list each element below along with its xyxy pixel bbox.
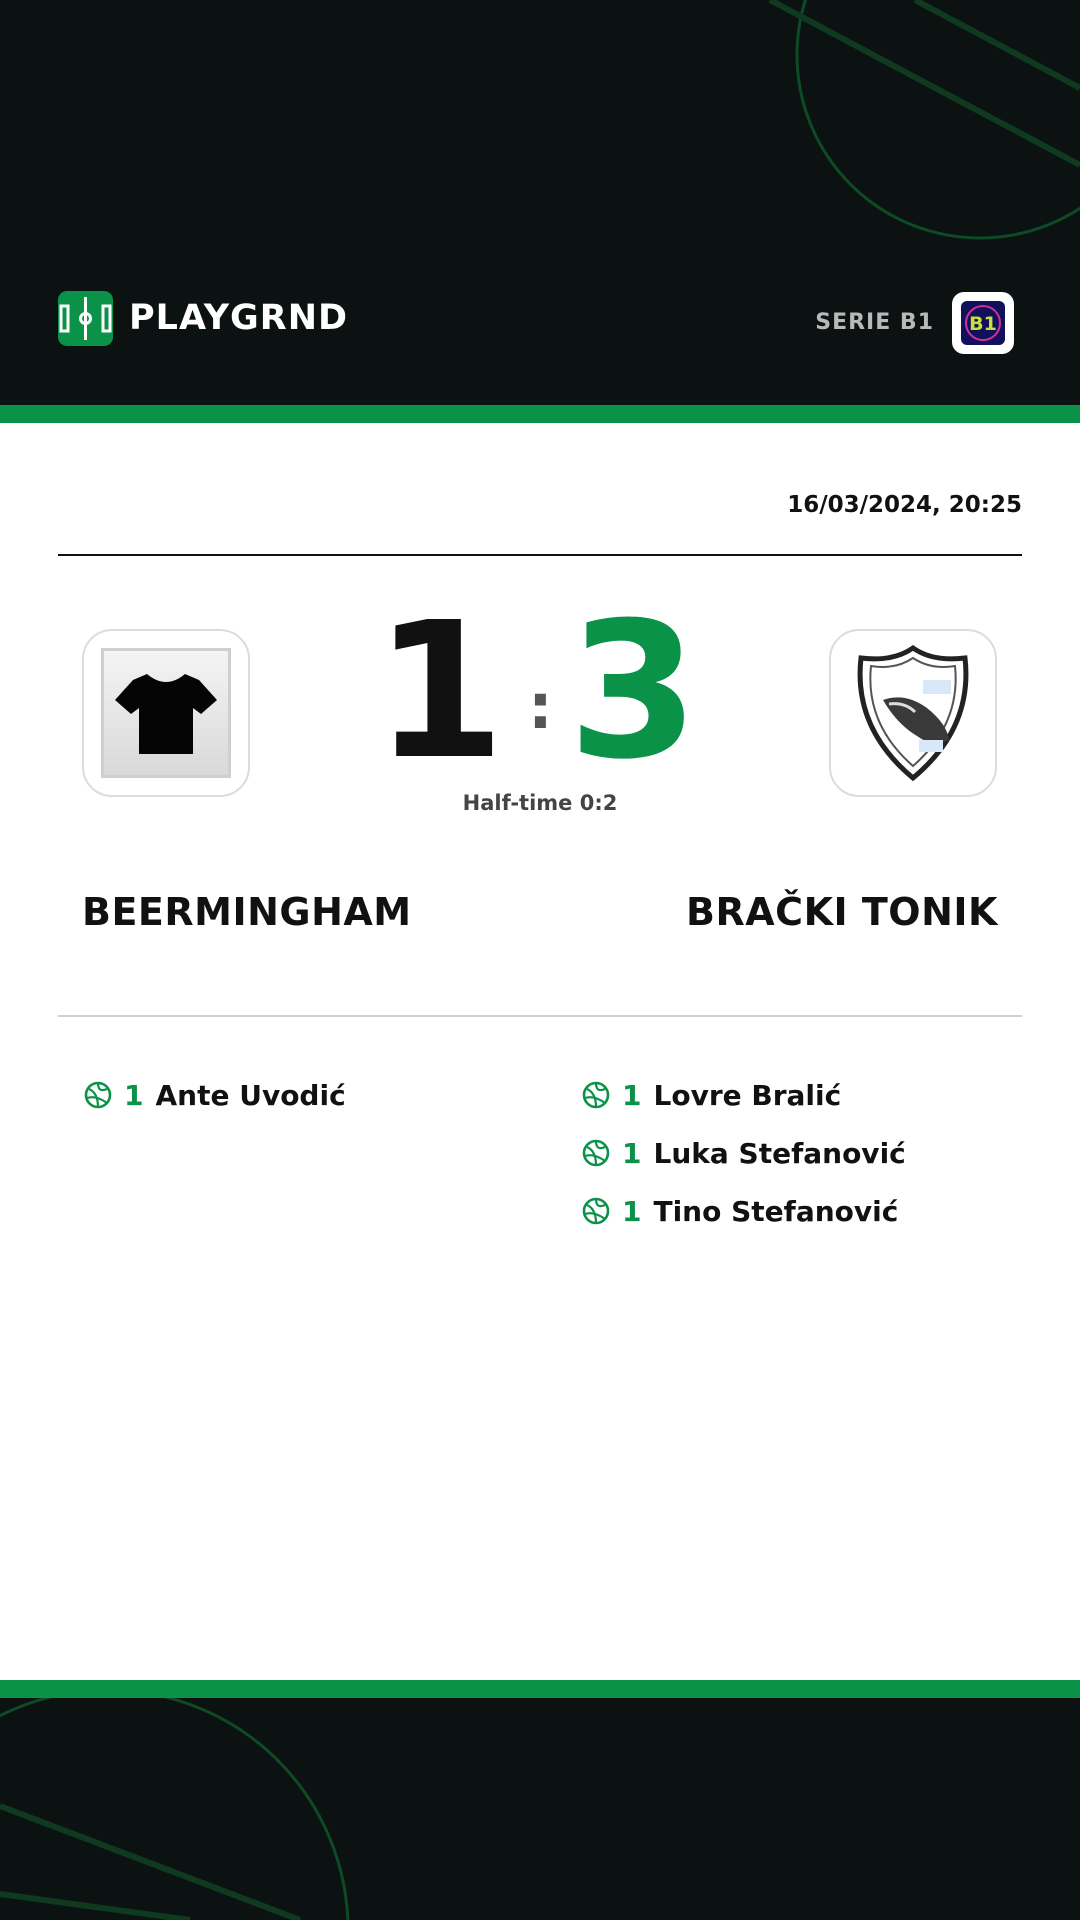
ball-icon [582,1081,610,1109]
divider-light [58,1015,1022,1017]
divider [58,554,1022,556]
match-datetime: 16/03/2024, 20:25 [787,492,1022,518]
away-score: 3 [568,582,699,801]
scorer-item [84,1066,504,1124]
scorer-item [582,1066,1002,1124]
ball-icon [582,1197,610,1225]
footer [0,1698,1080,1920]
halftime-score: Half-time 0:2 [462,791,618,815]
header [0,0,1080,405]
svg-text:B1: B1 [969,312,997,335]
scorer-name: Luka Stefanović [653,1136,906,1170]
accent-bar-top [0,405,1080,423]
ball-icon [582,1139,610,1167]
goal-count: 1 [622,1078,642,1112]
accent-bar-bottom [0,1680,1080,1698]
league-name: SERIE B1 [815,310,934,335]
score-separator: : [528,670,553,743]
scorer-item [582,1124,1002,1182]
scorer-name: Lovre Bralić [653,1078,842,1112]
pitch-lines-decoration [0,1698,1080,1920]
away-scorers-list [582,1066,1002,1240]
scorer-name: Ante Uvodić [155,1078,346,1112]
home-scorers-list [84,1066,504,1124]
scorer-item [582,1182,1002,1240]
away-team-name: BRAČKI TONIK [686,890,998,934]
ball-icon [84,1081,112,1109]
goal-count: 1 [622,1194,642,1228]
goal-count: 1 [622,1136,642,1170]
home-team-name: BEERMINGHAM [82,890,412,934]
league-badge [952,292,1014,354]
pitch-logo-icon [58,291,113,346]
scoreboard [0,582,1080,801]
home-score: 1 [374,582,505,801]
brand-name: PLAYGRND [129,298,349,338]
brand [58,291,348,346]
league-info [815,291,1014,354]
scorer-name: Tino Stefanović [653,1194,899,1228]
goal-count: 1 [124,1078,144,1112]
serie-b1-badge-icon [961,301,1005,345]
